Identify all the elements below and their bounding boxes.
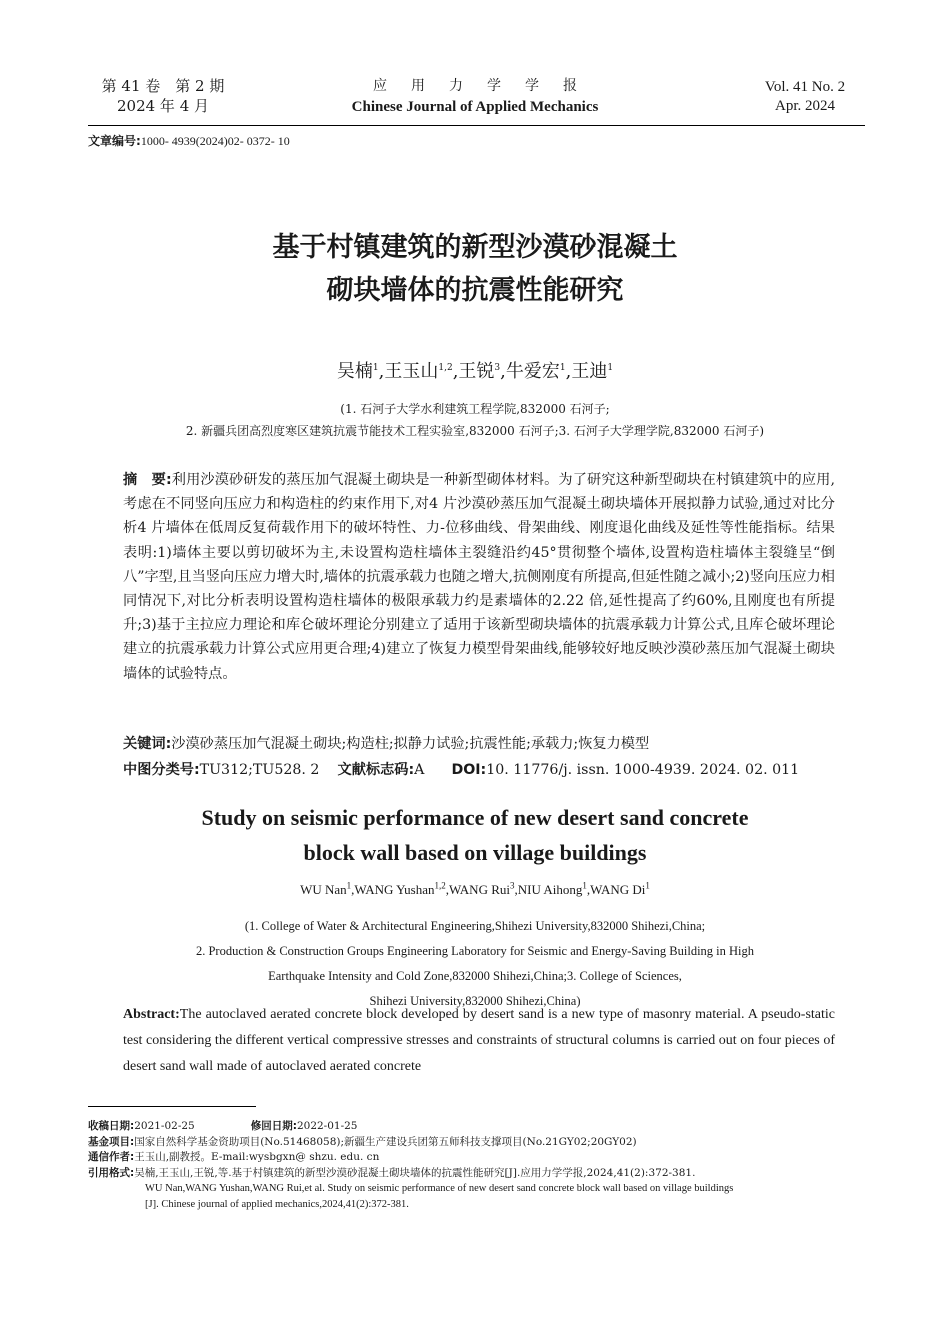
authors-en: WU Nan$^1$,WANG Yushan$^{1,2}$,WANG Rui$^3$,NIU Aihong$^1$,WANG Di$^1$ [300, 880, 650, 897]
title-en-line1: Study on seismic performance of new desert sand concrete [201, 805, 749, 830]
author-sup: 1 [582, 880, 587, 891]
author-sup: 1 [645, 880, 650, 891]
received-line [88, 1119, 868, 1135]
author-sup: 1 [607, 363, 614, 373]
revised-value: 2022-01-25 [296, 1120, 358, 1132]
header-rule [88, 125, 865, 126]
issue-date-en: Apr. 2024 [775, 98, 835, 114]
fund-label: 基金项目: [88, 1135, 135, 1148]
affiliation-en-line: Shihezi University,832000 Shihezi,China) [369, 994, 581, 1008]
affiliation-en-line: 2. Production & Construction Groups Engineering Laboratory for Seismic and Energy-Saving Building in High [195, 944, 755, 958]
abstract-en-text: The autoclaved aerated concrete block developed by desert sand is a new type of masonry material. A pseudo-static test considering the different vertical compressive stresses and constraints of structural columns is carried out on four pieces of desert sand wall made of autoclaved aerated concrete [123, 1007, 835, 1074]
author-en: WU Nan [300, 882, 347, 897]
authors-cn: 吴楠$^1$,王玉山$^{1,2}$,王锐$^3$,牛爱宏$^1$,王迪$^1$ [336, 361, 614, 382]
author-cn: 王锐 [458, 361, 495, 382]
article-number-value: 1000- 4939(2024)02- 0372- 10 [140, 134, 290, 148]
footnotes [88, 1119, 868, 1212]
author-cn: 王玉山 [384, 361, 439, 382]
citation-line [88, 1166, 868, 1213]
abstract-cn [123, 468, 835, 686]
volume-issue-en [745, 78, 865, 116]
title-cn-line1: 基于村镇建筑的新型沙漠砂混凝土 [272, 232, 678, 263]
abstract-en [123, 1002, 835, 1080]
affiliation-cn-line: 2. 新疆兵团高烈度寒区建筑抗震节能技术工程实验室,832000 石河子;3. 石河子大学理学院,832000 石河子) [185, 424, 765, 438]
author-sup: 1 [346, 880, 352, 891]
footnote-rule [88, 1106, 256, 1107]
received-label: 收稿日期: [88, 1120, 135, 1132]
corresponding-label: 通信作者: [88, 1151, 135, 1163]
journal-name-cn: 应用力学学报 [373, 78, 601, 94]
doc-code-label: 文献标志码: [337, 762, 415, 778]
volume-issue [98, 76, 228, 116]
affiliation-cn-line: (1. 石河子大学水利建筑工程学院,832000 石河子; [340, 402, 610, 416]
abstract-cn-text: 利用沙漠砂研发的蒸压加气混凝土砌块是一种新型砌体材料。为了研究这种新型砌块在村镇建筑中的应用,考虑在不同竖向压应力和构造柱的约束作用下,对4 片沙漠砂蒸压加气混凝土砌块墙体开展拟静力试验,通过对比分析4 片墙体在低周反复荷载作用下的破坏特性、力-位移曲线、骨架曲线、刚度退化曲线及延性等性能指标。结果表明:1)墙体主要以剪切破坏为主,未设置构造柱墙体主裂缝沿约45°贯彻整个墙体,设置构造柱墙体主裂缝呈“倒八”字型,且当竖向压应力增大时,墙体的抗震承载力也随之增大,抗侧刚度有所提高,但延性随之减小;2)竖向压应力相同情况下,对比分析表明设置构造柱墙体的极限承载力约是素墙体的2.22 倍,延性提高了约60%,且刚度也有所提升;3)基于主拉应力理论和库仑破坏理论分别建立了适用于该新型砌块墙体的抗震承载力计算公式,且库仑破坏理论建立的抗震承载力计算公式应用更合理;4)建立了恢复力模型骨架曲线,能够较好地反映沙漠砂蒸压加气混凝土砌块墙体的试验特点。 [123, 472, 835, 682]
author-sup: 3 [494, 363, 501, 373]
received-value: 2021-02-25 [134, 1120, 195, 1132]
issue-date: 2024 年 4 月 [116, 97, 210, 115]
revised-label: 修回日期: [250, 1120, 297, 1132]
journal-name [300, 76, 650, 118]
citation-cn: 吴楠,王玉山,王锐,等.基于村镇建筑的新型沙漠砂混凝土砌块墙体的抗震性能研究[J].应用力学学报,2024,41(2):372-381. [134, 1166, 696, 1179]
doi-label: DOI: [451, 762, 487, 778]
author-sup: 1,2 [438, 363, 453, 373]
title-en-line2: block wall based on village buildings [303, 840, 647, 865]
volume-issue-line: 第 41 卷 第 2 期 [101, 77, 225, 95]
author-en: WANG Di [590, 882, 646, 897]
title-cn-line2: 砌块墙体的抗震性能研究 [326, 275, 624, 306]
fund-value: 国家自然科学基金资助项目(No.51468058);新疆生产建设兵团第五师科技支撑项目(No.21GY02;20GY02) [134, 1135, 637, 1148]
affiliation-en-line: Earthquake Intensity and Cold Zone,832000 Shihezi,China;3. College of Sciences, [268, 969, 682, 983]
keywords-cn-text: 沙漠砂蒸压加气混凝土砌块;构造柱;拟静力试验;抗震性能;承载力;恢复力模型 [171, 736, 650, 752]
author-sup: 3 [510, 880, 515, 891]
citation-label: 引用格式: [88, 1166, 135, 1179]
corresponding-author-line [88, 1150, 868, 1166]
clc-label: 中图分类号: [123, 762, 200, 778]
affiliations-en [0, 914, 950, 1014]
volume-issue-en-line: Vol. 41 No. 2 [764, 79, 846, 95]
citation-en-line1: WU Nan,WANG Yushan,WANG Rui,et al. Study on seismic performance of new desert sand concrete block wall based on village buildings [145, 1183, 734, 1194]
article-number [88, 132, 290, 149]
author-cn: 王迪 [571, 361, 608, 382]
abstract-cn-label: 摘 要: [123, 472, 172, 488]
author-sup: 1 [372, 363, 379, 373]
page-title-cn [0, 226, 950, 312]
author-en: WANG Rui [448, 882, 510, 897]
doc-code-value: A [414, 762, 425, 778]
classification-line [123, 759, 835, 779]
author-cn: 吴楠 [336, 361, 373, 382]
clc-value: TU312;TU528. 2 [199, 762, 320, 778]
keywords-cn [123, 733, 835, 753]
author-en: WANG Yushan [354, 882, 435, 897]
author-en: NIU Aihong [517, 882, 583, 897]
corresponding-value: 王玉山,副教授。E-mail:wysbgxn@ shzu. edu. cn [134, 1151, 380, 1163]
article-number-label: 文章编号: [88, 134, 141, 148]
page-title-en [0, 800, 950, 870]
keywords-cn-label: 关键词: [123, 736, 172, 752]
abstract-en-label: Abstract: [123, 1007, 180, 1022]
fund-line [88, 1135, 868, 1151]
affiliations-cn [0, 398, 950, 442]
author-sup: 1,2 [434, 880, 446, 891]
affiliation-en-line: (1. College of Water & Architectural Engineering,Shihezi University,832000 Shihezi,China; [244, 919, 706, 933]
doi-value: 10. 11776/j. issn. 1000-4939. 2024. 02. 011 [486, 762, 800, 778]
journal-name-en: Chinese Journal of Applied Mechanics [351, 99, 599, 115]
citation-en-line2: [J]. Chinese journal of applied mechanics,2024,41(2):372-381. [145, 1198, 409, 1210]
author-cn: 牛爱宏 [505, 361, 560, 382]
author-sup: 1 [559, 363, 566, 373]
